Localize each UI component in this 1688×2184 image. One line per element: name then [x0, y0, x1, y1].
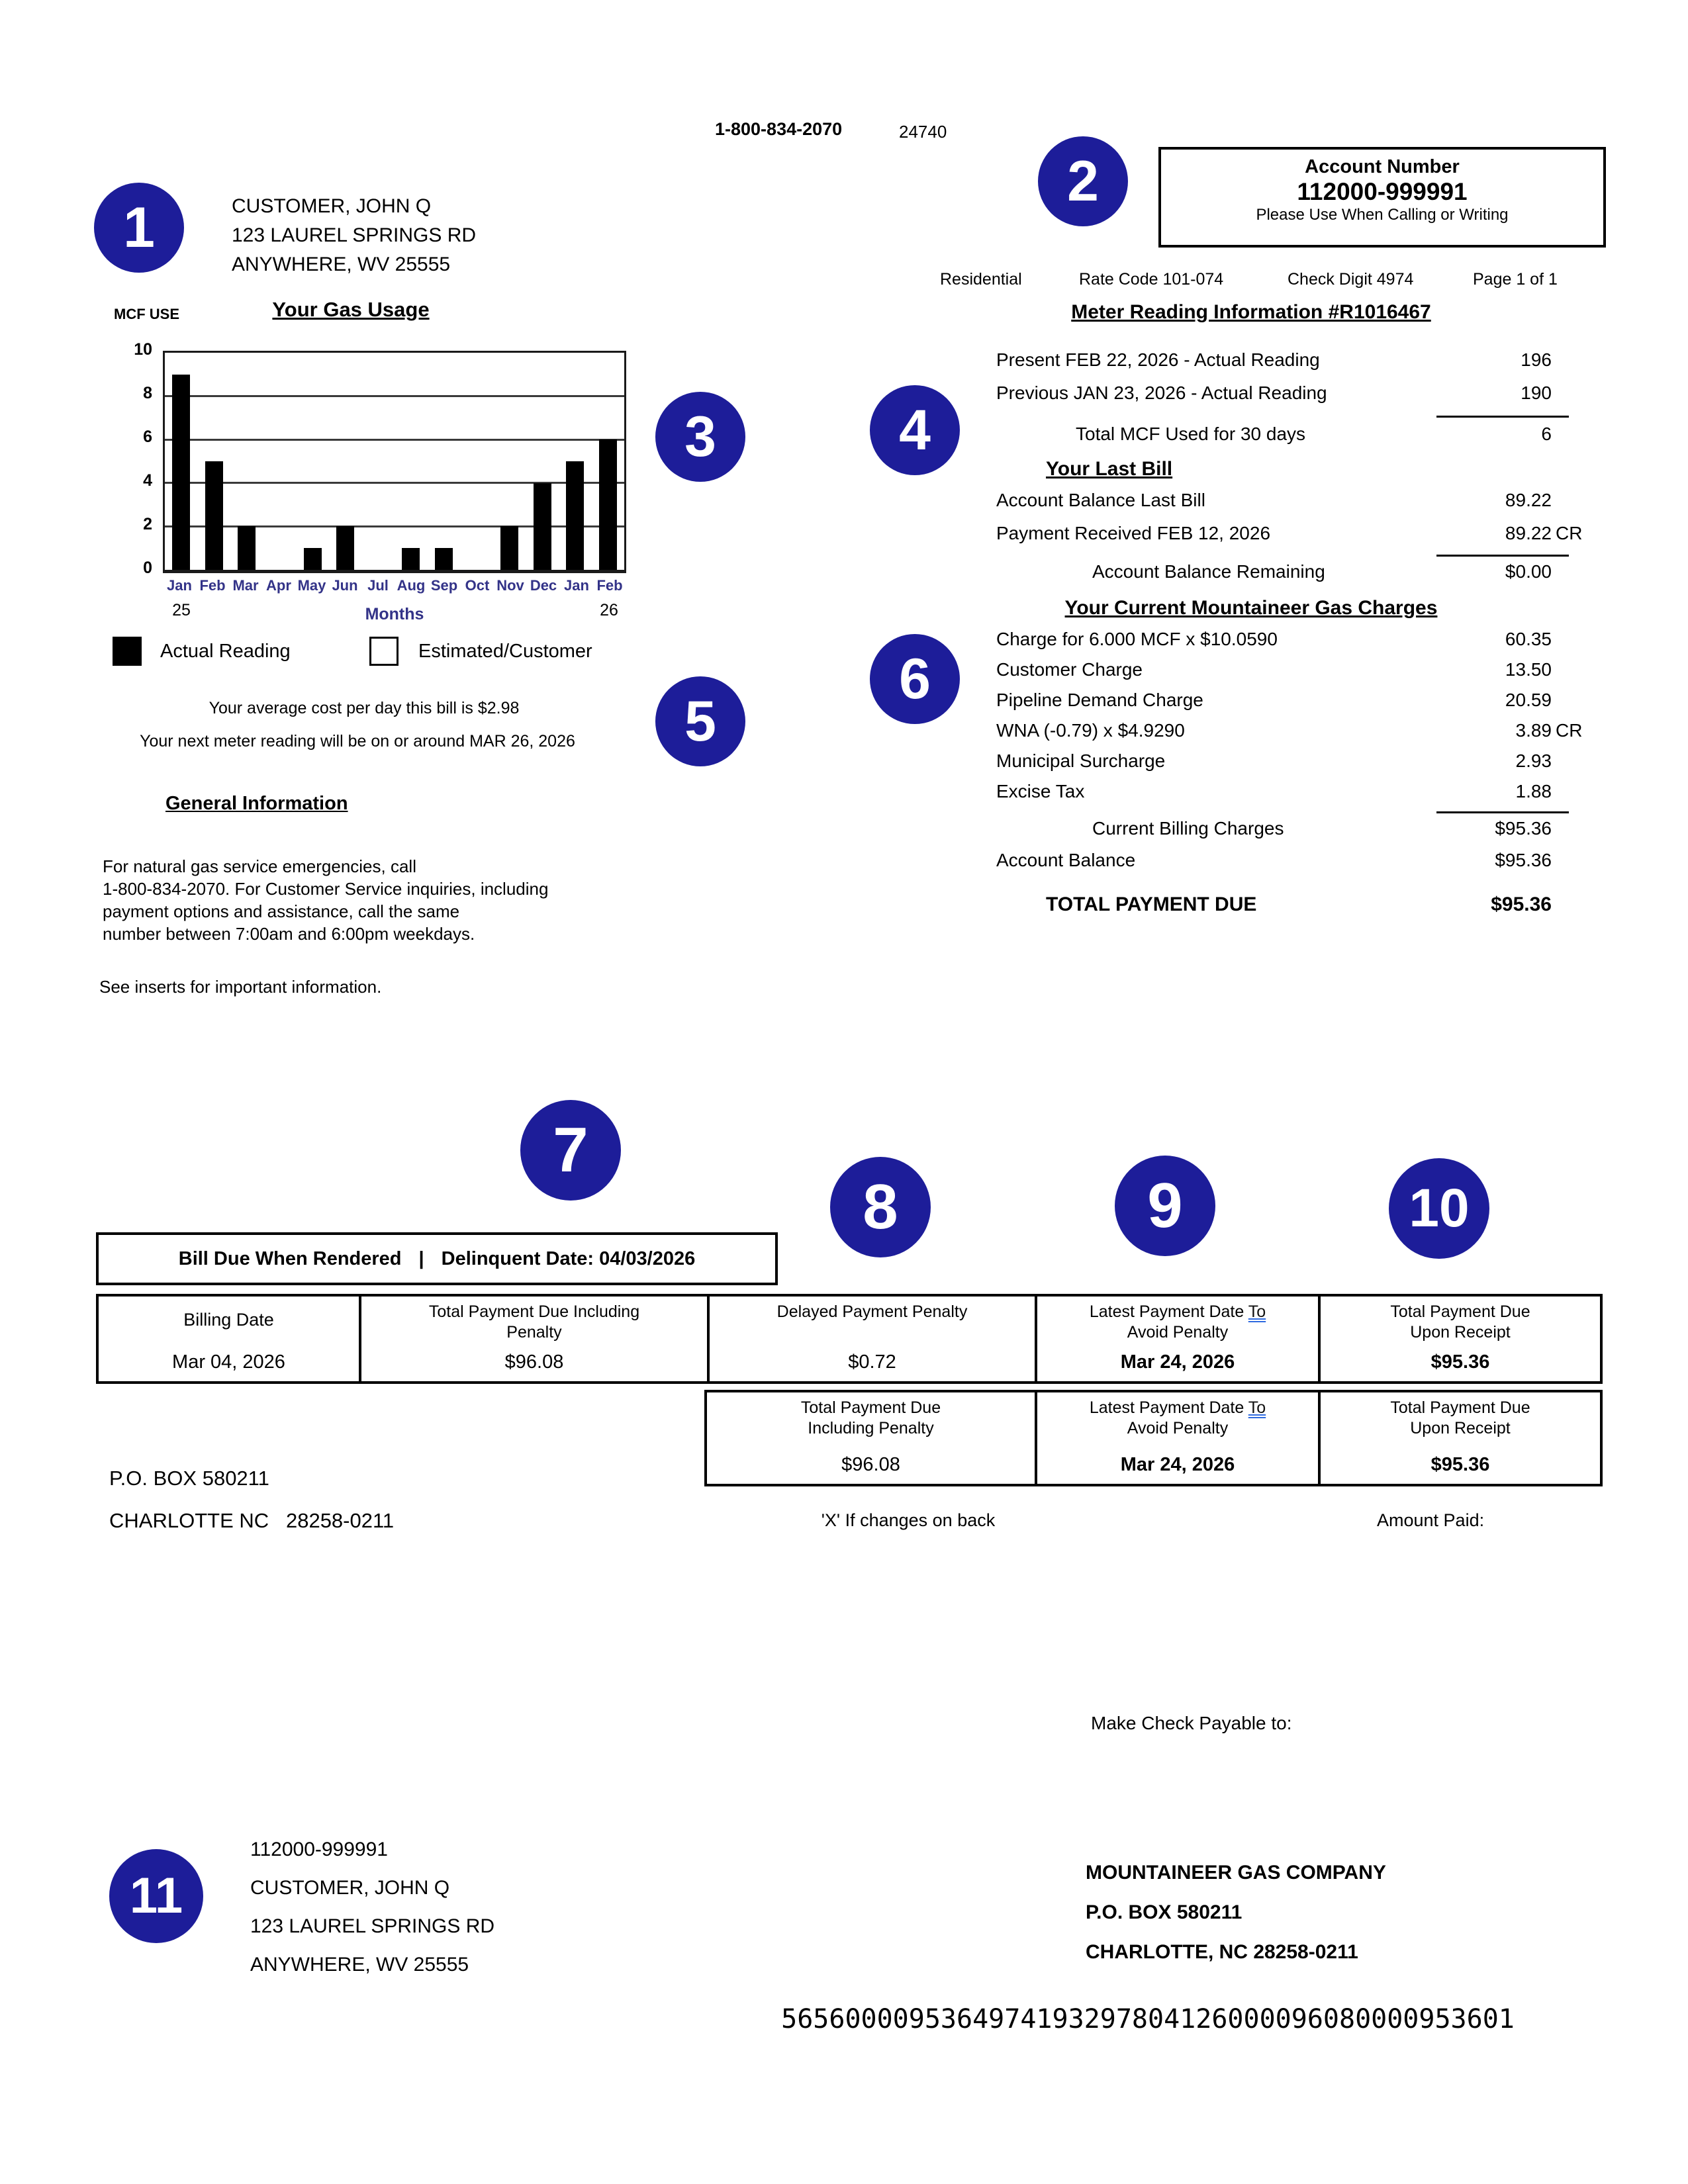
- chart-plot-area: [165, 353, 624, 570]
- header-text: Latest Payment Date: [1089, 1302, 1244, 1321]
- legend-actual-swatch: [113, 637, 142, 666]
- charge-value: 13.50: [1505, 659, 1552, 680]
- chart-bar-mar-2: [238, 526, 256, 570]
- billing-date-header: Billing Date: [183, 1310, 274, 1330]
- cell-value: $95.36: [1430, 1351, 1490, 1373]
- latest-date-cell: [1035, 1297, 1318, 1381]
- chart-gridline: [165, 395, 624, 397]
- service-class: Residential: [940, 270, 1022, 289]
- bill-due-label: Bill Due When Rendered: [178, 1248, 402, 1269]
- meter-row-suffix: [1552, 349, 1602, 371]
- meter-row-value: 6: [1541, 424, 1552, 444]
- cell-header-line1: Delayed Payment Penalty: [776, 1302, 968, 1321]
- meter-row-value: 196: [1521, 349, 1552, 370]
- callout-5: 5: [655, 676, 745, 766]
- legend-estimated-label: Estimated/Customer: [418, 641, 592, 662]
- cell-header-line2: Penalty: [506, 1323, 562, 1342]
- callout-7: 7: [520, 1100, 621, 1201]
- cell-header-line1: [1090, 1398, 1266, 1418]
- last-bill-value: 89.22: [1505, 523, 1552, 543]
- account-number-note: Please Use When Calling or Writing: [1256, 206, 1509, 224]
- chart-x-tick-mar-2: Mar: [232, 577, 259, 594]
- check-digit: Check Digit 4974: [1288, 270, 1414, 289]
- last-bill-title: Your Last Bill: [1046, 458, 1173, 480]
- charge-label: Customer Charge: [996, 659, 1143, 680]
- account-number-value: 112000-999991: [1297, 178, 1468, 205]
- last-bill-row-balance: [996, 490, 1602, 511]
- to-link-text: To: [1248, 1398, 1266, 1417]
- charge-suffix: [1552, 690, 1602, 711]
- callout-2: 2: [1038, 136, 1128, 226]
- total-payment-due-value: $95.36: [1491, 893, 1552, 915]
- chart-x-tick-feb-13: Feb: [596, 577, 623, 594]
- chart-y-tick-8: 8: [143, 384, 152, 402]
- avg-cost-note: Your average cost per day this bill is $2.98: [209, 699, 520, 717]
- delinquent-date-label: Delinquent Date: 04/03/2026: [441, 1248, 696, 1269]
- cell-header-line1: [1090, 1302, 1266, 1322]
- chart-y-tick-6: 6: [143, 428, 152, 446]
- callout-4: 4: [870, 385, 960, 475]
- payee-name: MOUNTAINEER GAS COMPANY: [1086, 1862, 1386, 1884]
- meter-reading-title: Meter Reading Information #R1016467: [1071, 301, 1431, 323]
- chart-x-tick-jul-6: Jul: [367, 577, 389, 594]
- amount-paid-label: Amount Paid:: [1377, 1510, 1485, 1530]
- billing-date-value: Mar 04, 2026: [172, 1351, 285, 1373]
- subtotal-rule: [1436, 416, 1569, 418]
- remit-account-number: 112000-999991: [250, 1839, 388, 1860]
- mailing-address-line1: 123 LAUREL SPRINGS RD: [232, 224, 477, 246]
- last-bill-suffix: CR: [1556, 523, 1583, 543]
- last-bill-label: Account Balance Last Bill: [996, 490, 1205, 510]
- charge-suffix: CR: [1556, 720, 1583, 741]
- cell-header-line1: Total Payment Due: [1390, 1302, 1530, 1321]
- meter-row-label: Present FEB 22, 2026 - Actual Reading: [996, 349, 1320, 370]
- cell-value: $0.72: [848, 1351, 896, 1373]
- callout-1: 1: [94, 183, 184, 273]
- chart-x-tick-feb-1: Feb: [199, 577, 226, 594]
- charge-suffix: [1552, 629, 1602, 650]
- form-number: 24740: [899, 122, 947, 142]
- cell-header-line2: Avoid Penalty: [1127, 1323, 1229, 1342]
- remit-line2: ANYWHERE, WV 25555: [250, 1954, 469, 1976]
- total-due-receipt-cell: [1318, 1297, 1600, 1381]
- charge-row: [996, 720, 1602, 741]
- charge-value: 60.35: [1505, 629, 1552, 649]
- charge-label: Excise Tax: [996, 781, 1085, 801]
- remit-name: CUSTOMER, JOHN Q: [250, 1877, 450, 1899]
- charge-suffix: [1552, 751, 1602, 772]
- chart-bar-may-4: [304, 548, 322, 570]
- charge-label: Current Billing Charges: [1092, 818, 1284, 839]
- callout-8: 8: [830, 1157, 931, 1257]
- remit-line1: 123 LAUREL SPRINGS RD: [250, 1915, 495, 1937]
- chart-x-tick-apr-3: Apr: [266, 577, 291, 594]
- inserts-note: See inserts for important information.: [99, 977, 382, 997]
- meter-row-label: Previous JAN 23, 2026 - Actual Reading: [996, 383, 1327, 403]
- charge-value: $95.36: [1495, 818, 1552, 839]
- chart-title: Your Gas Usage: [272, 298, 430, 321]
- to-link-text: To: [1248, 1302, 1266, 1321]
- service-phone: 1-800-834-2070: [715, 119, 843, 139]
- last-bill-row-remaining: [996, 561, 1602, 582]
- cell-value: $96.08: [504, 1351, 564, 1373]
- charge-row: [996, 751, 1602, 772]
- meter-row-suffix: [1552, 424, 1602, 445]
- chart-x-axis-title: Months: [365, 605, 424, 623]
- callout-10: 10: [1389, 1158, 1489, 1259]
- charge-suffix: [1552, 818, 1602, 839]
- general-info-line1: For natural gas service emergencies, call: [103, 856, 416, 876]
- total-suffix: [1552, 893, 1602, 916]
- chart-x-tick-oct-9: Oct: [465, 577, 490, 594]
- charge-row: [996, 659, 1602, 680]
- chart-x-tick-nov-10: Nov: [496, 577, 524, 594]
- cell-header-line2: Upon Receipt: [1410, 1419, 1511, 1437]
- legend-actual-label: Actual Reading: [160, 641, 291, 662]
- current-charges-title: Your Current Mountaineer Gas Charges: [1064, 597, 1438, 619]
- charge-label: WNA (-0.79) x $4.9290: [996, 720, 1185, 741]
- total-payment-due-row: [996, 893, 1602, 916]
- stub-total-receipt-cell: [1318, 1392, 1600, 1484]
- billing-date-cell: [99, 1297, 359, 1381]
- last-bill-suffix: [1552, 561, 1602, 582]
- total-payment-due-label: TOTAL PAYMENT DUE: [1046, 893, 1257, 915]
- meter-row-total-mcf: [996, 424, 1602, 445]
- charge-value: 2.93: [1515, 751, 1552, 771]
- chart-y-tick-0: 0: [143, 559, 152, 577]
- subtotal-rule: [1436, 811, 1569, 813]
- chart-y-tick-10: 10: [134, 340, 152, 359]
- next-reading-note: Your next meter reading will be on or around MAR 26, 2026: [140, 732, 575, 751]
- chart-x-tick-aug-7: Aug: [397, 577, 426, 594]
- chart-x-tick-jun-5: Jun: [332, 577, 358, 594]
- account-number-title: Account Number: [1305, 156, 1460, 177]
- charge-value: 1.88: [1515, 781, 1552, 801]
- delayed-penalty-cell: [707, 1297, 1035, 1381]
- chart-bar-jun-5: [336, 526, 354, 570]
- cell-value: $96.08: [841, 1454, 900, 1475]
- page-indicator: Page 1 of 1: [1473, 270, 1558, 289]
- charge-row-account-balance: [996, 850, 1602, 871]
- chart-gridline: [165, 482, 624, 484]
- general-info-line3: payment options and assistance, call the same: [103, 901, 460, 921]
- cell-header-line1: Total Payment Due: [800, 1398, 941, 1417]
- charge-value: $95.36: [1495, 850, 1552, 870]
- payee-block: [1086, 1853, 1386, 1972]
- chart-plot: [163, 351, 626, 573]
- chart-bar-aug-7: [402, 548, 420, 570]
- last-bill-row-payment: [996, 523, 1602, 544]
- stub-latest-date-cell: [1035, 1392, 1318, 1484]
- chart-x-tick-labels: [163, 577, 626, 594]
- callout-6: 6: [870, 634, 960, 724]
- last-bill-value: $0.00: [1505, 561, 1552, 582]
- meter-row-previous: [996, 383, 1602, 404]
- chart-gridline: [165, 439, 624, 441]
- meter-row-suffix: [1552, 383, 1602, 404]
- chart-bar-dec-11: [534, 483, 551, 570]
- chart-x-tick-jan-12: Jan: [564, 577, 589, 594]
- callout-3: 3: [655, 392, 745, 482]
- meter-row-value: 190: [1521, 383, 1552, 403]
- cell-value: $95.36: [1430, 1454, 1490, 1475]
- charge-suffix: [1552, 850, 1602, 871]
- header-text: Latest Payment Date: [1089, 1398, 1244, 1417]
- payee-line2: CHARLOTTE, NC 28258-0211: [1086, 1941, 1358, 1963]
- chart-gridline: [165, 525, 624, 527]
- account-number-box: [1158, 147, 1606, 248]
- meter-row-present: [996, 349, 1602, 371]
- payee-line1: P.O. BOX 580211: [1086, 1901, 1243, 1923]
- charge-label: Pipeline Demand Charge: [996, 690, 1203, 710]
- bill-due-box: [96, 1232, 778, 1285]
- charge-value: 3.89: [1515, 720, 1552, 741]
- total-due-penalty-cell: [359, 1297, 707, 1381]
- cell-header-line2: Including Penalty: [808, 1419, 934, 1437]
- remit-address-block: [250, 1831, 494, 1984]
- chart-x-tick-may-4: May: [297, 577, 326, 594]
- chart-bar-jan-12: [566, 461, 584, 570]
- charge-label: Account Balance: [996, 850, 1136, 870]
- chart-bar-feb-1: [205, 461, 223, 570]
- cell-value: Mar 24, 2026: [1120, 1351, 1235, 1373]
- cell-header-line2: Upon Receipt: [1410, 1323, 1511, 1342]
- charge-row-subtotal: [996, 818, 1602, 839]
- chart-year-start: 25: [172, 601, 191, 619]
- payment-summary-table: [96, 1294, 1603, 1384]
- chart-x-tick-jan-0: Jan: [167, 577, 192, 594]
- po-box-line1: P.O. BOX 580211: [109, 1467, 269, 1490]
- make-check-payable-label: Make Check Payable to:: [1091, 1713, 1292, 1733]
- meter-row-label: Total MCF Used for 30 days: [1076, 424, 1306, 444]
- general-info-paragraph: [103, 855, 548, 945]
- legend-estimated-swatch: [369, 637, 399, 666]
- general-info-line4: number between 7:00am and 6:00pm weekdays.: [103, 924, 475, 944]
- charge-label: Municipal Surcharge: [996, 751, 1166, 771]
- chart-x-tick-dec-11: Dec: [530, 577, 557, 594]
- last-bill-label: Payment Received FEB 12, 2026: [996, 523, 1271, 543]
- subtotal-rule: [1436, 555, 1569, 557]
- chart-bar-sep-8: [435, 548, 453, 570]
- po-box-line2: CHARLOTTE NC 28258-0211: [109, 1509, 395, 1532]
- chart-y-tick-4: 4: [143, 471, 152, 490]
- cell-header-line1: Total Payment Due: [1390, 1398, 1530, 1417]
- stub-total-penalty-cell: [707, 1392, 1035, 1484]
- chart-x-tick-sep-8: Sep: [430, 577, 458, 594]
- general-info-line2: 1-800-834-2070. For Customer Service inquiries, including: [103, 879, 549, 899]
- last-bill-label: Account Balance Remaining: [1092, 561, 1325, 582]
- charge-row: [996, 781, 1602, 802]
- callout-9: 9: [1115, 1156, 1215, 1256]
- cell-header-line1: Total Payment Due Including: [428, 1302, 640, 1321]
- chart-y-axis-title: MCF USE: [114, 306, 179, 322]
- mailing-address-line2: ANYWHERE, WV 25555: [232, 253, 451, 275]
- x-changes-note: 'X' If changes on back: [821, 1510, 996, 1530]
- callout-11: 11: [109, 1849, 203, 1943]
- bill-due-separator: |: [418, 1248, 424, 1269]
- last-bill-suffix: [1552, 490, 1602, 511]
- chart-bar-jan-0: [172, 375, 190, 570]
- charge-label: Charge for 6.000 MCF x $10.0590: [996, 629, 1278, 649]
- mailing-address: [232, 192, 476, 279]
- mailing-address-name: CUSTOMER, JOHN Q: [232, 195, 432, 217]
- chart-year-end: 26: [600, 601, 618, 619]
- chart-y-tick-2: 2: [143, 515, 152, 533]
- charge-suffix: [1552, 659, 1602, 680]
- charge-row: [996, 690, 1602, 711]
- chart-bar-feb-13: [599, 439, 617, 570]
- charge-value: 20.59: [1505, 690, 1552, 710]
- last-bill-value: 89.22: [1505, 490, 1552, 510]
- cell-value: Mar 24, 2026: [1120, 1454, 1235, 1475]
- remittance-stub-table: [704, 1390, 1603, 1486]
- cell-header-line2: Avoid Penalty: [1127, 1419, 1229, 1437]
- rate-code: Rate Code 101-074: [1079, 270, 1224, 289]
- charge-row: [996, 629, 1602, 650]
- charge-suffix: [1552, 781, 1602, 802]
- ocr-scan-line: 5656000095364974193297804126000096080000953601: [781, 2004, 1515, 2034]
- chart-bar-nov-10: [500, 526, 518, 570]
- general-info-title: General Information: [165, 793, 348, 814]
